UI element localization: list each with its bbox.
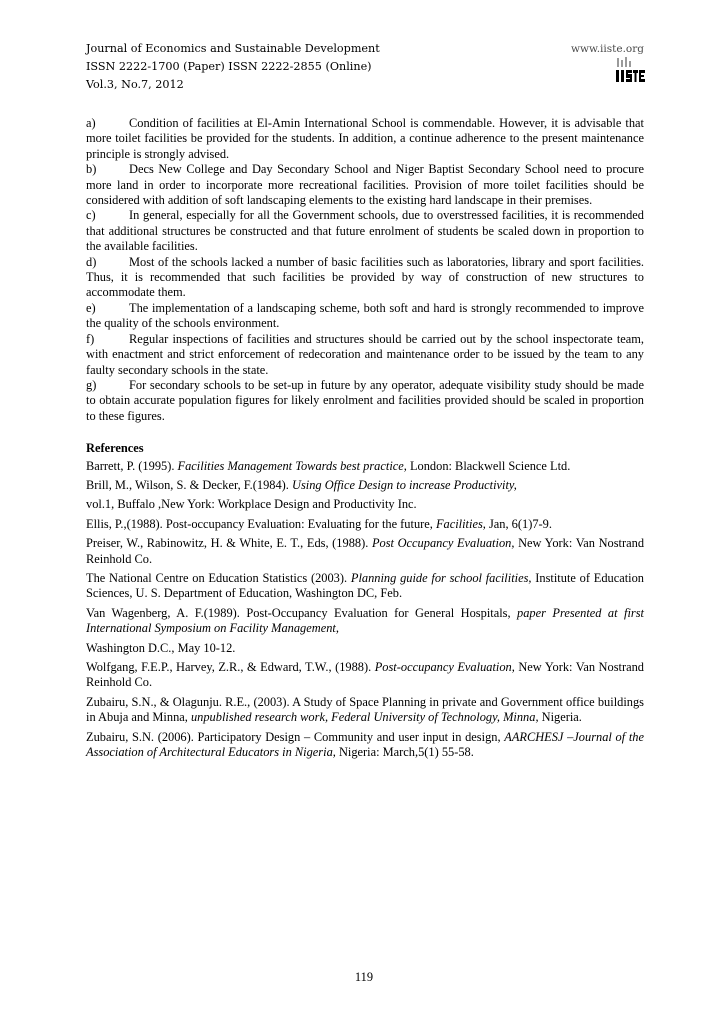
reference-text: Zubairu, S.N. (2006). Participatory Design – Community and user input in design,	[86, 729, 505, 744]
reference-text: Nigeria: March,5(1) 55-58.	[335, 745, 474, 760]
reference-text: New York: Van Nostrand Reinhold Co.	[86, 660, 644, 690]
reference-title: paper Presented at first International Symposium on Facility Management,	[86, 605, 644, 636]
recommendation-label: d)	[86, 254, 97, 269]
recommendation-label: e)	[86, 300, 96, 315]
reference-title: Post Occupancy Evaluation,	[371, 536, 515, 551]
recommendation-item	[86, 378, 644, 424]
reference-text: Jan, 6(1)7-9.	[485, 516, 552, 531]
reference-text: The National Centre on Education Statistics (2003).	[86, 570, 351, 585]
reference-item	[86, 660, 644, 691]
journal-url: www.iiste.org	[571, 43, 644, 55]
reference-item	[86, 497, 644, 512]
reference-item	[86, 695, 644, 726]
references-section	[86, 441, 644, 760]
reference-title: Post-occupancy Evaluation,	[374, 660, 515, 674]
recommendation-label: b)	[86, 162, 97, 177]
reference-text: Brill, M., Wilson, S. & Decker, F.(1984).	[86, 477, 293, 492]
recommendation-text: Decs New College and Day Secondary School and Niger Baptist Secondary School need to procure more land in order to incorporate more recreational facilities. Provision of more toilet facilities should be considered with addition of soft landscaping elements to the existing hard landscape in their premises.	[86, 162, 644, 208]
reference-item	[86, 536, 644, 567]
recommendation-text: The implementation of a landscaping scheme, both soft and hard is strongly recommended to improve the quality of the schools environment.	[86, 300, 644, 331]
journal-title: Journal of Economics and Sustainable Development	[86, 42, 380, 55]
recommendation-item	[86, 301, 644, 332]
reference-item	[86, 517, 644, 532]
recommendation-item	[86, 332, 644, 378]
recommendation-label: f)	[86, 331, 95, 346]
recommendation-item	[86, 116, 644, 162]
reference-text: Barrett, P. (1995).	[86, 458, 178, 473]
reference-text: New York: Van Nostrand Reinhold Co.	[86, 536, 645, 566]
reference-text: Preiser, W., Rabinowitz, H. & White, E. T., Eds, (1988).	[86, 536, 372, 551]
reference-text: Nigeria.	[538, 710, 582, 725]
page-number: 119	[354, 970, 374, 984]
journal-volume: Vol.3, No.7, 2012	[86, 78, 184, 91]
reference-item	[86, 478, 644, 493]
reference-title: Facilities Management Towards best practice,	[177, 458, 407, 473]
reference-title: Using Office Design to increase Productivity,	[292, 477, 517, 492]
reference-title: Facilities,	[435, 516, 486, 531]
recommendation-text: Regular inspections of facilities and structures should be carried out by the school inspectorate team, with enactment and strict enforcement of redecoration and maintenance order to be issued by the team to any faulty secondary schools in the state.	[86, 331, 644, 377]
reference-title: Planning guide for school facilities,	[350, 570, 532, 585]
recommendation-item	[86, 208, 644, 254]
references-heading: References	[86, 441, 144, 456]
reference-item	[86, 571, 644, 602]
recommendation-text: For secondary schools to be set-up in future by any operator, adequate visibility study should be made to obtain accurate population figures for likely enrolment and facilities provided should be scaled in proportion to these figures.	[86, 377, 644, 423]
reference-text: Zubairu, S.N., & Olagunju. R.E., (2003). A Study of Space Planning in private and Government office buildings in Abuja and Minna,	[86, 694, 644, 725]
reference-item	[86, 459, 644, 474]
reference-item	[86, 641, 644, 656]
reference-text: Institute of Education Sciences, U. S. Department of Education, Washington DC, Feb.	[86, 570, 644, 601]
reference-text: Ellis, P.,(1988). Post-occupancy Evaluation: Evaluating for the future,	[86, 516, 436, 531]
reference-item	[86, 606, 644, 637]
recommendation-text: Condition of facilities at El-Amin International School is commendable. However, it is advisable that more toilet facilities be provided for the students. In addition, a continue adherence to the present maintenance principle is strongly advised.	[86, 116, 644, 161]
reference-title: AARCHESJ –Journal of the Association of Architectural Educators in Nigeria,	[86, 729, 644, 760]
reference-item	[86, 730, 644, 761]
reference-text: Washington D.C., May 10-12.	[86, 640, 236, 655]
reference-text: London: Blackwell Science Ltd.	[406, 458, 571, 473]
journal-header	[86, 40, 644, 94]
main-text	[86, 116, 644, 764]
reference-text: vol.1, Buffalo ,New York: Workplace Design and Productivity Inc.	[86, 497, 417, 512]
recommendation-text: Most of the schools lacked a number of basic facilities such as laboratories, library and sport facilities. Thus, it is recommended that such facilities be provided by way of construction of new structures to accommodate them.	[86, 254, 644, 300]
recommendation-item	[86, 162, 644, 208]
recommendations-list	[86, 116, 644, 424]
recommendation-label: a)	[86, 116, 96, 130]
reference-title: unpublished research work, Federal University of Technology, Minna,	[190, 710, 539, 725]
reference-text: Wolfgang, F.E.P., Harvey, Z.R., & Edward, T.W., (1988).	[86, 660, 375, 674]
reference-text: Van Wagenberg, A. F.(1989). Post-Occupancy Evaluation for General Hospitals,	[86, 605, 518, 620]
references-list	[86, 459, 644, 761]
recommendation-label: c)	[86, 208, 96, 223]
recommendation-label: g)	[86, 377, 97, 392]
recommendation-item	[86, 255, 644, 301]
journal-issn: ISSN 2222-1700 (Paper) ISSN 2222-2855 (Online)	[86, 60, 372, 73]
recommendation-text: In general, especially for all the Government schools, due to overstressed facilities, it is recommended that additional structures be constructed and that future enrolment of students be scaled down in proportion to the available facilities.	[86, 208, 644, 254]
iiste-logo	[615, 57, 645, 83]
